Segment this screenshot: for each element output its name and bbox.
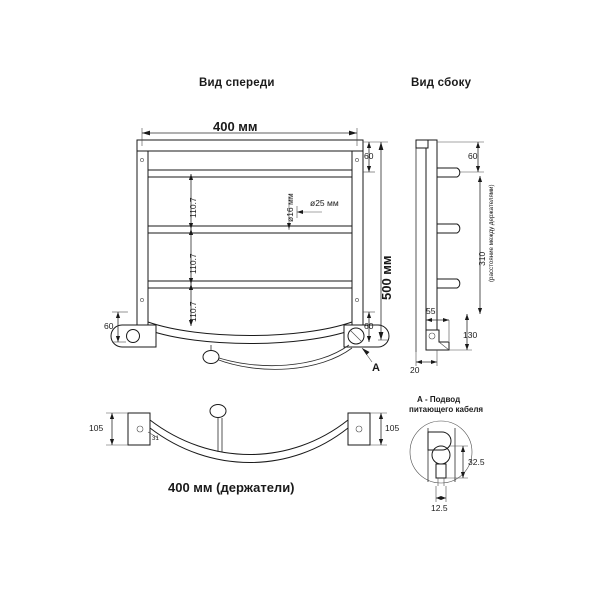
front-spacing-3: 110.7 [188, 301, 198, 322]
side-height-between: 310 [477, 251, 487, 266]
detail-a-title-line2: питающего кабеля [409, 405, 484, 414]
detail-marker-a: A [372, 362, 380, 374]
side-depth-20: 20 [410, 365, 420, 375]
front-left-bottom-offset: 60 [104, 321, 114, 331]
side-depth-130: 130 [463, 330, 478, 340]
detail-a-title-line1: А - Подвод [417, 395, 461, 404]
side-view-title: Вид сбоку [411, 77, 472, 89]
front-height-dimension: 500 мм [379, 255, 394, 300]
front-spacing-1: 110.7 [188, 197, 198, 218]
bottom-right-depth: 105 [385, 423, 400, 433]
front-spacing-2: 110.7 [188, 253, 198, 274]
front-width-dimension: 400 мм [213, 119, 258, 134]
bottom-left-depth: 105 [89, 423, 104, 433]
front-top-offset: 60 [364, 151, 374, 161]
bottom-view-title: 400 мм (держатели) [168, 480, 295, 495]
front-view-title: Вид спереди [199, 77, 275, 89]
side-height-between-note: (расстояние между держателями) [488, 184, 495, 282]
shelf-diameter-label: ø25 мм [310, 198, 339, 208]
pipe-diameter-label: ø16 мм [285, 193, 295, 222]
detail-a-horizontal-dim: 12.5 [431, 503, 448, 513]
detail-a-vertical-dim: 32.5 [468, 457, 485, 467]
side-depth-55: 55 [426, 306, 436, 316]
bottom-small-dim: 31 [152, 435, 159, 442]
side-top-offset: 60 [468, 151, 478, 161]
front-bottom-offset: 60 [364, 321, 374, 331]
